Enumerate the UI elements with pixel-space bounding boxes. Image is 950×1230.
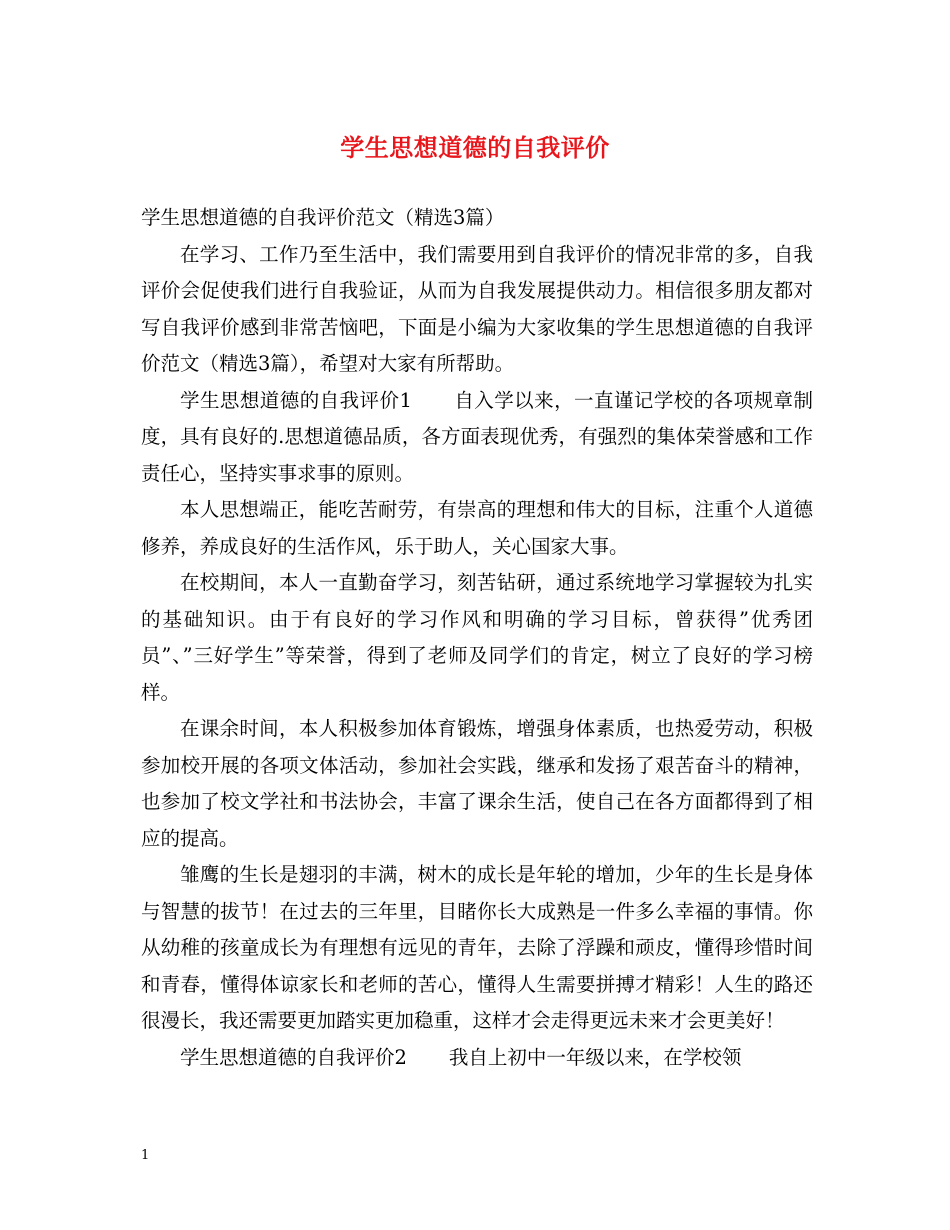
page-number: 1: [141, 1148, 150, 1163]
section-2-heading: 学生思想道德的自我评价2: [180, 1045, 407, 1069]
body-paragraph: 在课余时间，本人积极参加体育锻炼，增强身体素质，也热爱劳动，积极参加校开展的各项文体活动，参加社会实践，继承和发扬了艰苦奋斗的精神，也参加了校文学社和书法协会，丰富了课余生活，使自己在各方面都得到了相应的提高。: [141, 717, 813, 850]
document-title: 学生思想道德的自我评价: [340, 133, 610, 162]
section-1-heading: 学生思想道德的自我评价1: [180, 388, 412, 412]
body-paragraph: 雏鹰的生长是翅羽的丰满，树木的成长是年轮的增加，少年的生长是身体与智慧的拔节！在过去的三年里，目睹你长大成熟是一件多么幸福的事情。你从幼稚的孩童成长为有理想有远见的青年，去除了浮躁和顽皮，懂得珍惜时间和青春，懂得体谅家长和老师的苦心，懂得人生需要拼搏才精彩！人生的路还很漫长，我还需要更加踏实更加稳重，这样才会走得更远未来才会更美好！: [141, 863, 813, 1032]
section-2-paragraph: [141, 1040, 813, 1077]
section-1-paragraph: [141, 383, 813, 493]
document-subtitle: 学生思想道德的自我评价范文（精选3篇）: [141, 206, 505, 229]
body-paragraph: 在校期间，本人一直勤奋学习，刻苦钻研，通过系统地学习掌握较为扎实的基础知识。由于有良好的学习作风和明确的学习目标，曾获得”优秀团员”、”三好学生”等荣誉，得到了老师及同学们的肯定，树立了良好的学习榜样。: [141, 571, 813, 704]
body-paragraph: 本人思想端正，能吃苦耐劳，有崇高的理想和伟大的目标，注重个人道德修养，养成良好的生活作风，乐于助人，关心国家大事。: [141, 498, 813, 558]
intro-paragraph: 在学习、工作乃至生活中，我们需要用到自我评价的情况非常的多，自我评价会促使我们进行自我验证，从而为自我发展提供动力。相信很多朋友都对写自我评价感到非常苦恼吧，下面是小编为大家收集的学生思想道德的自我评价范文（精选3篇），希望对大家有所帮助。: [141, 242, 813, 375]
section-2-text: 我自上初中一年级以来，在学校领: [448, 1045, 742, 1069]
document-body: [141, 200, 813, 1076]
section-1-text: 自入学以来，一直谨记学校的各项规章制度，具有良好的.思想道德品质，各方面表现优秀，有强烈的集体荣誉感和工作责任心，坚持实事求事的原则。: [141, 388, 813, 485]
